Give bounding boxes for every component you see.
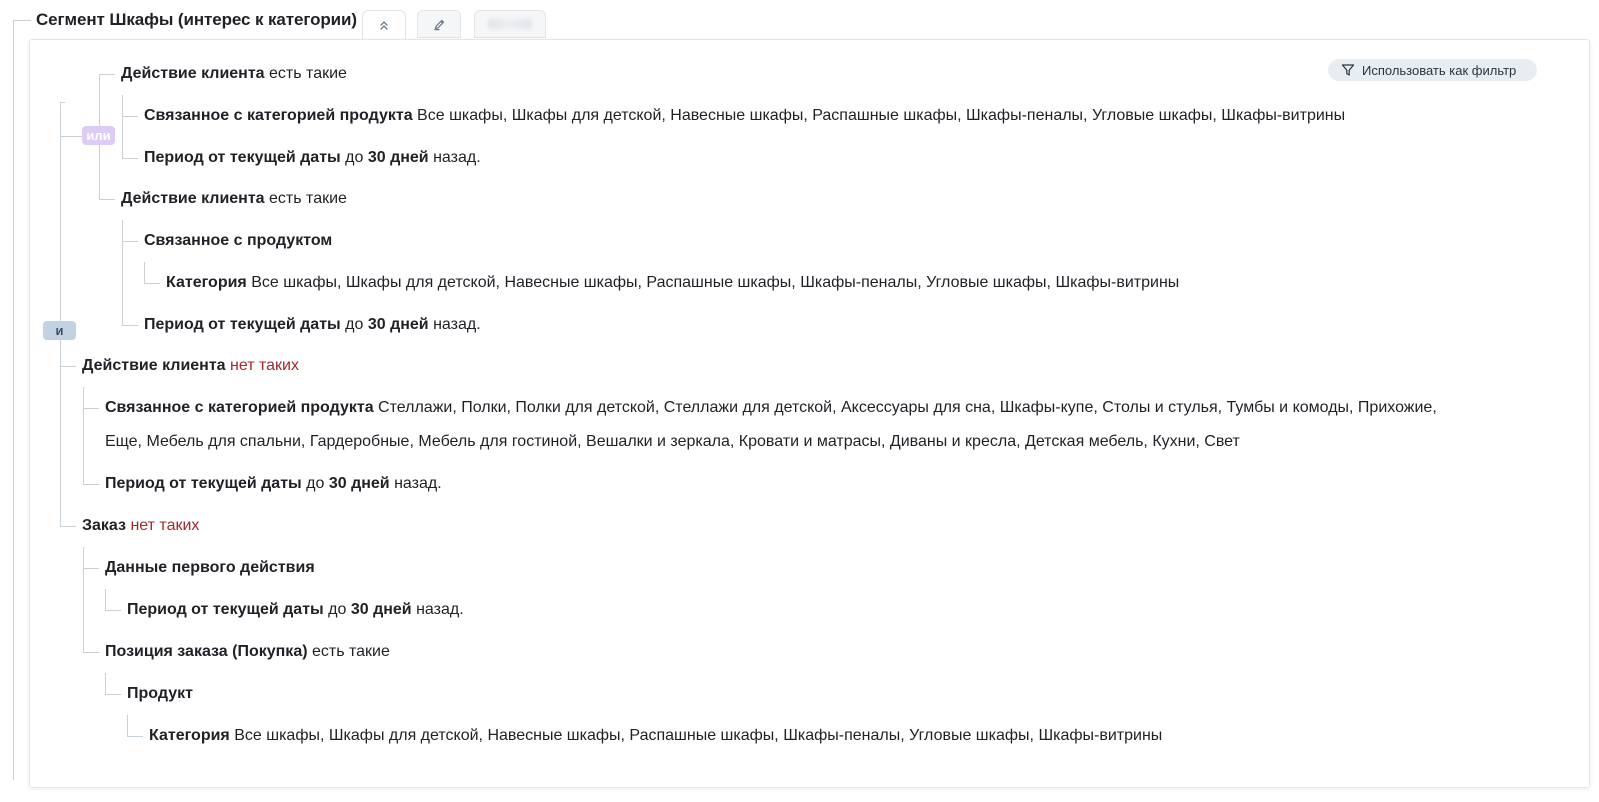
condition-category: Категория Все шкафы, Шкафы для детской, Навесные шкафы, Распашные шкафы, Шкафы-пеналы, Угловые шкафы, Шкафы-витрины xyxy=(166,274,1180,291)
condition-related-category-continued: Еще, Мебель для спальни, Гардеробные, Мебель для гостиной, Вешалки и зеркала, Кровати и матрасы, Диваны и кресла, Детская мебель, Кухни, Свет xyxy=(105,433,1240,450)
condition-period: Период от текущей даты до 30 дней назад. xyxy=(144,149,481,166)
filter-icon xyxy=(1341,63,1355,77)
condition-customer-action: Действие клиента есть такие xyxy=(121,65,347,82)
condition-customer-action: Действие клиента есть такие xyxy=(121,190,347,207)
use-as-filter-button[interactable] xyxy=(1328,59,1537,81)
condition-first-action-data: Данные первого действия xyxy=(105,559,315,576)
condition-customer-action-negative: Действие клиента нет таких xyxy=(82,357,299,374)
condition-category: Категория Все шкафы, Шкафы для детской, Навесные шкафы, Распашные шкафы, Шкафы-пеналы, Угловые шкафы, Шкафы-витрины xyxy=(149,727,1163,744)
and-badge[interactable]: и xyxy=(43,321,76,340)
condition-period: Период от текущей даты до 30 дней назад. xyxy=(144,316,481,333)
condition-related-product: Связанное с продуктом xyxy=(144,232,333,249)
use-as-filter-label: Использовать как фильтр xyxy=(1362,62,1517,78)
condition-period: Период от текущей даты до 30 дней назад. xyxy=(127,601,464,618)
condition-period: Период от текущей даты до 30 дней назад. xyxy=(105,475,442,492)
condition-related-category: Связанное с категорией продукта Все шкафы, Шкафы для детской, Навесные шкафы, Распашные шкафы, Шкафы-пеналы, Угловые шкафы, Шкафы-витрины xyxy=(144,107,1346,124)
or-badge[interactable]: или xyxy=(82,126,115,145)
tab-edit[interactable] xyxy=(417,10,461,38)
condition-order-position: Позиция заказа (Покупка) есть такие xyxy=(105,643,390,660)
tab-blurred[interactable] xyxy=(474,10,546,38)
condition-product: Продукт xyxy=(127,685,193,702)
condition-related-category: Связанное с категорией продукта Стеллажи, Полки, Полки для детской, Стеллажи для детской, Аксессуары для сна, Шкафы-купе, Столы и стулья, Тумбы и комоды, Прихожие, xyxy=(105,399,1437,416)
tab-blurred-content xyxy=(488,19,532,29)
chevrons-up-icon xyxy=(378,19,390,31)
tab-collapse[interactable] xyxy=(362,10,406,40)
segment-title: Сегмент Шкафы (интерес к категории) xyxy=(36,10,357,29)
segment-tree-branch xyxy=(13,20,31,21)
condition-order-negative: Заказ нет таких xyxy=(82,517,200,534)
pencil-icon xyxy=(433,18,446,31)
segment-tree-line xyxy=(13,20,14,780)
